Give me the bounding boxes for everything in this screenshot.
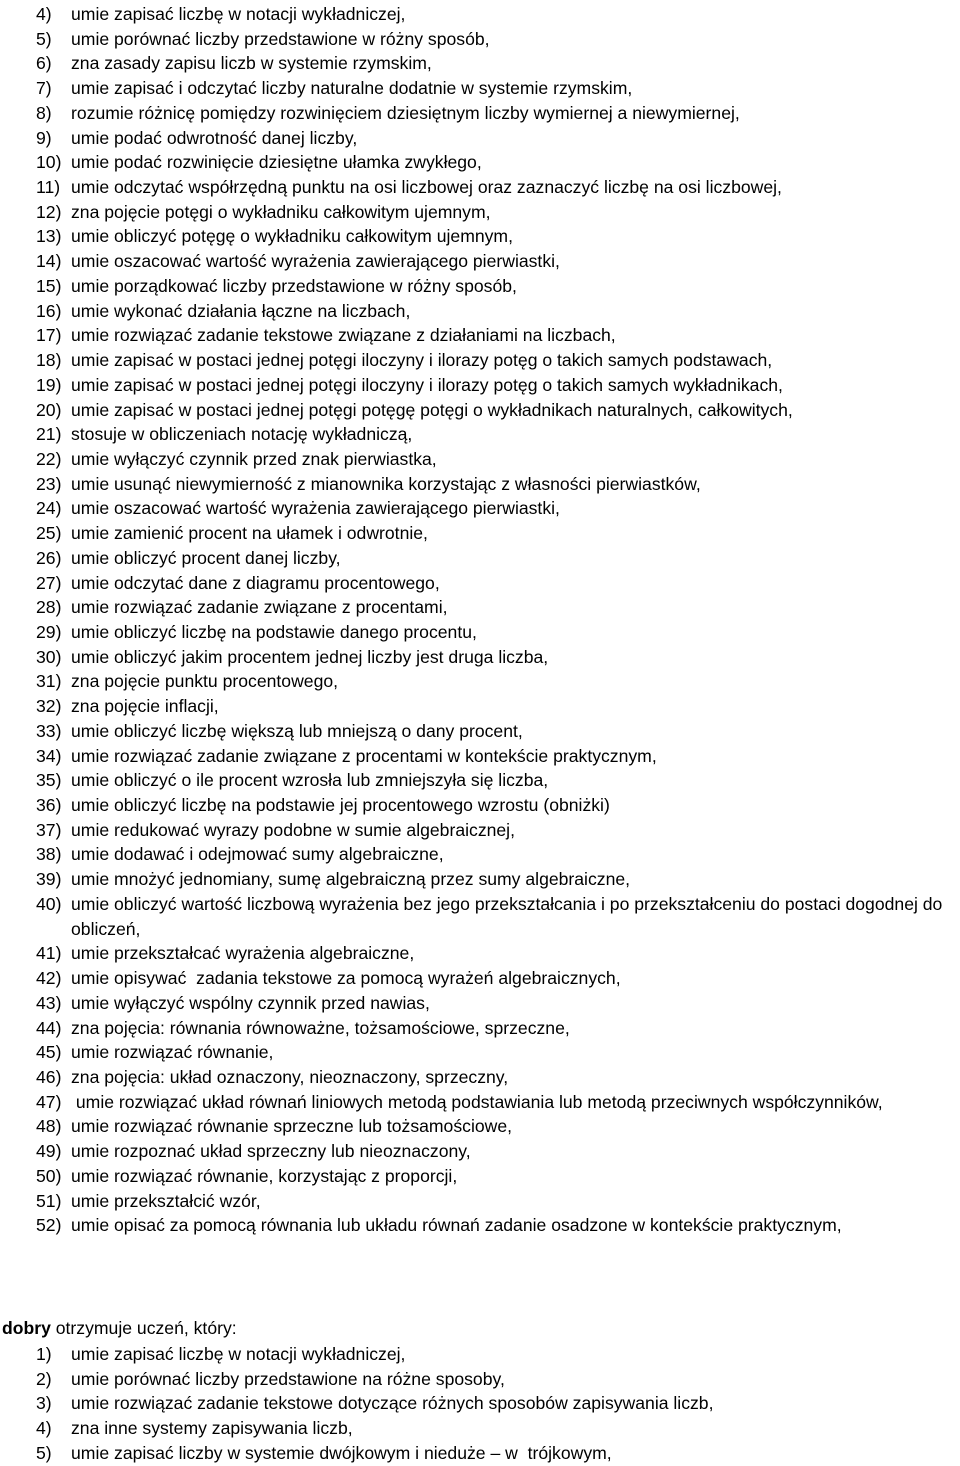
list-item-number: 22) [36, 448, 62, 469]
good-grade-skills-list [36, 1342, 960, 1466]
list-item-number: 23) [36, 473, 62, 494]
list-item-number: 5) [36, 28, 52, 49]
list-item-text: stosuje w obliczeniach notację wykładniczą, [71, 424, 413, 445]
list-item-number: 28) [36, 597, 62, 618]
list-item-number: 42) [36, 968, 62, 989]
list-item-text: umie wykonać działania łączne na liczbach, [71, 300, 411, 321]
grade-heading [2, 1316, 237, 1341]
list-item-number: 10) [36, 152, 62, 173]
list-item [36, 521, 960, 546]
list-item-number: 25) [36, 523, 62, 544]
list-item [36, 966, 960, 991]
list-item [36, 991, 960, 1016]
list-item-number: 20) [36, 399, 62, 420]
list-item-text: zna pojęcia: równania równoważne, tożsamościowe, sprzeczne, [71, 1017, 570, 1038]
list-item [36, 274, 960, 299]
list-item-text: umie obliczyć procent danej liczby, [71, 547, 341, 568]
list-item-number: 33) [36, 720, 62, 741]
list-item-number: 11) [36, 177, 61, 198]
list-item-number: 31) [36, 671, 62, 692]
list-item-text: umie zapisać liczbę w notacji wykładniczej, [71, 1344, 406, 1364]
list-item-text: umie zamienić procent na ułamek i odwrotnie, [71, 523, 428, 544]
list-item-number: 34) [36, 745, 62, 766]
list-item-text: umie rozwiązać zadanie związane z procentami, [71, 597, 448, 618]
list-item-number: 15) [36, 275, 62, 296]
list-item-number: 40) [36, 893, 62, 914]
list-item [36, 1189, 960, 1214]
list-item [36, 1164, 960, 1189]
list-item [36, 620, 960, 645]
list-item [36, 1040, 960, 1065]
list-item [36, 2, 960, 27]
list-item-number: 17) [36, 325, 62, 346]
list-item-number: 4) [36, 1418, 52, 1439]
list-item [36, 126, 960, 151]
list-item-number: 8) [36, 102, 52, 123]
list-item-text: umie oszacować wartość wyrażenia zawierającego pierwiastki, [71, 498, 560, 519]
list-item-text: umie rozwiązać układ równań liniowych metodą podstawiania lub metodą przeciwnych współczynników, [71, 1091, 883, 1112]
list-item-number: 48) [36, 1116, 62, 1137]
list-item [36, 1114, 960, 1139]
list-item [36, 224, 960, 249]
list-item-number: 47) [36, 1091, 62, 1112]
list-item [36, 398, 960, 423]
list-item [36, 571, 960, 596]
list-item [36, 867, 960, 892]
list-item-number: 6) [36, 53, 52, 74]
list-item-number: 7) [36, 78, 52, 99]
list-item-number: 44) [36, 1017, 62, 1038]
list-item-text: umie oszacować wartość wyrażenia zawierającego pierwiastki, [71, 251, 560, 272]
list-item-number: 36) [36, 795, 62, 815]
list-item-text: zna pojęcia: układ oznaczony, nieoznaczony, sprzeczny, [71, 1066, 509, 1087]
list-item-number: 52) [36, 1215, 62, 1236]
list-item-number: 12) [36, 201, 62, 222]
list-item-text: zna pojęcie punktu procentowego, [71, 671, 339, 692]
list-item [36, 1391, 960, 1416]
list-item-number: 50) [36, 1165, 62, 1186]
list-item-text: umie rozwiązać równanie, [71, 1042, 274, 1063]
list-item [36, 150, 960, 175]
list-item-text: umie opisać za pomocą równania lub układu równań zadanie osadzone w kontekście praktycznym, [71, 1215, 842, 1236]
list-item [36, 1367, 960, 1392]
list-item-text: umie przekształcać wyrażenia algebraiczne, [71, 943, 415, 964]
list-item [36, 27, 960, 52]
list-item [36, 175, 960, 200]
list-item-text: umie obliczyć o ile procent wzrosła lub zmniejszyła się liczba, [71, 770, 549, 791]
list-item-number: 19) [36, 374, 62, 395]
list-item [36, 768, 960, 793]
list-item-text: umie odczytać dane z diagramu procentowego, [71, 572, 440, 593]
list-item [36, 1139, 960, 1164]
list-item [36, 1065, 960, 1090]
list-item-number: 2) [36, 1368, 52, 1389]
list-item [36, 645, 960, 670]
list-item [36, 323, 960, 348]
list-item [36, 842, 960, 867]
list-item-text: umie obliczyć jakim procentem jednej liczby jest druga liczba, [71, 646, 549, 667]
list-item-text: umie rozwiązać równanie sprzeczne lub tożsamościowe, [71, 1116, 513, 1137]
list-item [36, 447, 960, 472]
list-item-text: umie przekształcić wzór, [71, 1190, 261, 1211]
list-item-number: 41) [36, 943, 62, 964]
list-item-number: 16) [36, 300, 62, 321]
list-item-number: 21) [36, 424, 62, 445]
list-item-number: 1) [36, 1344, 52, 1364]
list-item [36, 818, 960, 843]
list-item-text: rozumie różnicę pomiędzy rozwinięciem dziesiętnym liczby wymiernej a niewymiernej, [71, 102, 740, 123]
list-item-number: 46) [36, 1066, 62, 1087]
list-item-text: umie redukować wyrazy podobne w sumie algebraicznej, [71, 819, 515, 840]
skills-list [36, 2, 960, 1238]
list-item [36, 595, 960, 620]
list-item-number: 38) [36, 844, 62, 865]
list-item-number: 3) [36, 1393, 52, 1414]
list-item [36, 1441, 960, 1466]
list-item-text: umie rozwiązać zadanie związane z procentami w kontekście praktycznym, [71, 745, 657, 766]
list-item-number: 43) [36, 992, 62, 1013]
list-item-text: zna zasady zapisu liczb w systemie rzymskim, [71, 53, 432, 74]
list-item-text: zna inne systemy zapisywania liczb, [71, 1418, 353, 1439]
list-item [36, 472, 960, 497]
list-item [36, 744, 960, 769]
list-item [36, 892, 960, 941]
list-item-number: 35) [36, 770, 62, 791]
list-item-number: 32) [36, 696, 62, 717]
list-item-text: umie rozpoznać układ sprzeczny lub nieoznaczony, [71, 1141, 471, 1162]
list-item-text: umie zapisać w postaci jednej potęgi iloczyny i ilorazy potęg o takich samych wykładnikach, [71, 374, 783, 395]
list-item-text: umie porządkować liczby przedstawione w różny sposób, [71, 275, 517, 296]
list-item [36, 1416, 960, 1441]
list-item-number: 24) [36, 498, 62, 519]
list-item [36, 1016, 960, 1041]
list-item [36, 669, 960, 694]
list-item-text: umie zapisać w postaci jednej potęgi potęgę potęgi o wykładnikach naturalnych, całkowitych, [71, 399, 793, 420]
list-item-text: umie rozwiązać zadanie tekstowe dotyczące różnych sposobów zapisywania liczb, [71, 1393, 714, 1414]
list-item-text: umie zapisać w postaci jednej potęgi iloczyny i ilorazy potęg o takich samych podstawach, [71, 350, 773, 371]
list-item-number: 27) [36, 572, 62, 593]
grade-name: dobry [2, 1318, 51, 1338]
list-item [36, 373, 960, 398]
list-item [36, 249, 960, 274]
list-item-text: umie obliczyć liczbę na podstawie danego procentu, [71, 621, 477, 642]
list-item-number: 37) [36, 819, 62, 840]
list-item-number: 18) [36, 350, 62, 371]
list-item [36, 1342, 960, 1367]
list-item-text: umie obliczyć wartość liczbową wyrażenia bez jego przekształcania i po przekształceniu do postaci dogodnej do obliczeń, [71, 893, 948, 939]
list-item-number: 29) [36, 621, 62, 642]
list-item-text: umie zapisać liczbę w notacji wykładniczej, [71, 4, 406, 24]
list-item-number: 26) [36, 547, 62, 568]
list-item-number: 51) [36, 1190, 62, 1211]
list-item-number: 4) [36, 4, 52, 24]
list-item-text: umie obliczyć potęgę o wykładniku całkowitym ujemnym, [71, 226, 513, 247]
list-item [36, 694, 960, 719]
list-item-number: 13) [36, 226, 62, 247]
list-item-text: umie usunąć niewymierność z mianownika korzystając z własności pierwiastków, [71, 473, 701, 494]
list-item-text: umie porównać liczby przedstawione w różny sposób, [71, 28, 490, 49]
list-item [36, 1090, 960, 1115]
list-item-number: 30) [36, 646, 62, 667]
list-item [36, 793, 960, 818]
list-item [36, 348, 960, 373]
list-item-number: 45) [36, 1042, 62, 1063]
list-item-number: 9) [36, 127, 52, 148]
list-item-text: umie obliczyć liczbę na podstawie jej procentowego wzrostu (obniżki) [71, 795, 610, 815]
list-item [36, 546, 960, 571]
list-item [36, 101, 960, 126]
grade-intro: otrzymuje uczeń, który: [50, 1318, 237, 1338]
list-item-text: umie rozwiązać zadanie tekstowe związane z działaniami na liczbach, [71, 325, 616, 346]
list-item-text: zna pojęcie inflacji, [71, 696, 219, 717]
list-item-text: umie rozwiązać równanie, korzystając z proporcji, [71, 1165, 458, 1186]
list-item-text: umie dodawać i odejmować sumy algebraiczne, [71, 844, 444, 865]
list-item [36, 299, 960, 324]
list-item-number: 39) [36, 869, 62, 890]
list-item-text: umie zapisać liczby w systemie dwójkowym i nieduże – w trójkowym, [71, 1442, 612, 1463]
list-item [36, 719, 960, 744]
list-item-text: umie mnożyć jednomiany, sumę algebraiczną przez sumy algebraiczne, [71, 869, 631, 890]
list-item-text: umie opisywać zadania tekstowe za pomocą wyrażeń algebraicznych, [71, 968, 621, 989]
list-item-text: umie zapisać i odczytać liczby naturalne dodatnie w systemie rzymskim, [71, 78, 633, 99]
list-item [36, 496, 960, 521]
list-item-text: umie wyłączyć wspólny czynnik przed nawias, [71, 992, 430, 1013]
list-item-text: umie odczytać współrzędną punktu na osi liczbowej oraz zaznaczyć liczbę na osi liczbowej, [71, 177, 782, 198]
list-item-text: umie porównać liczby przedstawione na różne sposoby, [71, 1368, 505, 1389]
list-item-text: umie podać rozwinięcie dziesiętne ułamka zwykłego, [71, 152, 482, 173]
list-item-text: zna pojęcie potęgi o wykładniku całkowitym ujemnym, [71, 201, 491, 222]
list-item [36, 200, 960, 225]
list-item-text: umie podać odwrotność danej liczby, [71, 127, 358, 148]
list-item-number: 49) [36, 1141, 62, 1162]
list-item-number: 5) [36, 1442, 52, 1463]
list-item [36, 422, 960, 447]
list-item-number: 14) [36, 251, 62, 272]
list-item-text: umie wyłączyć czynnik przed znak pierwiastka, [71, 448, 437, 469]
list-item [36, 941, 960, 966]
list-item [36, 76, 960, 101]
list-item-text: umie obliczyć liczbę większą lub mniejszą o dany procent, [71, 720, 523, 741]
list-item [36, 51, 960, 76]
list-item [36, 1213, 960, 1238]
